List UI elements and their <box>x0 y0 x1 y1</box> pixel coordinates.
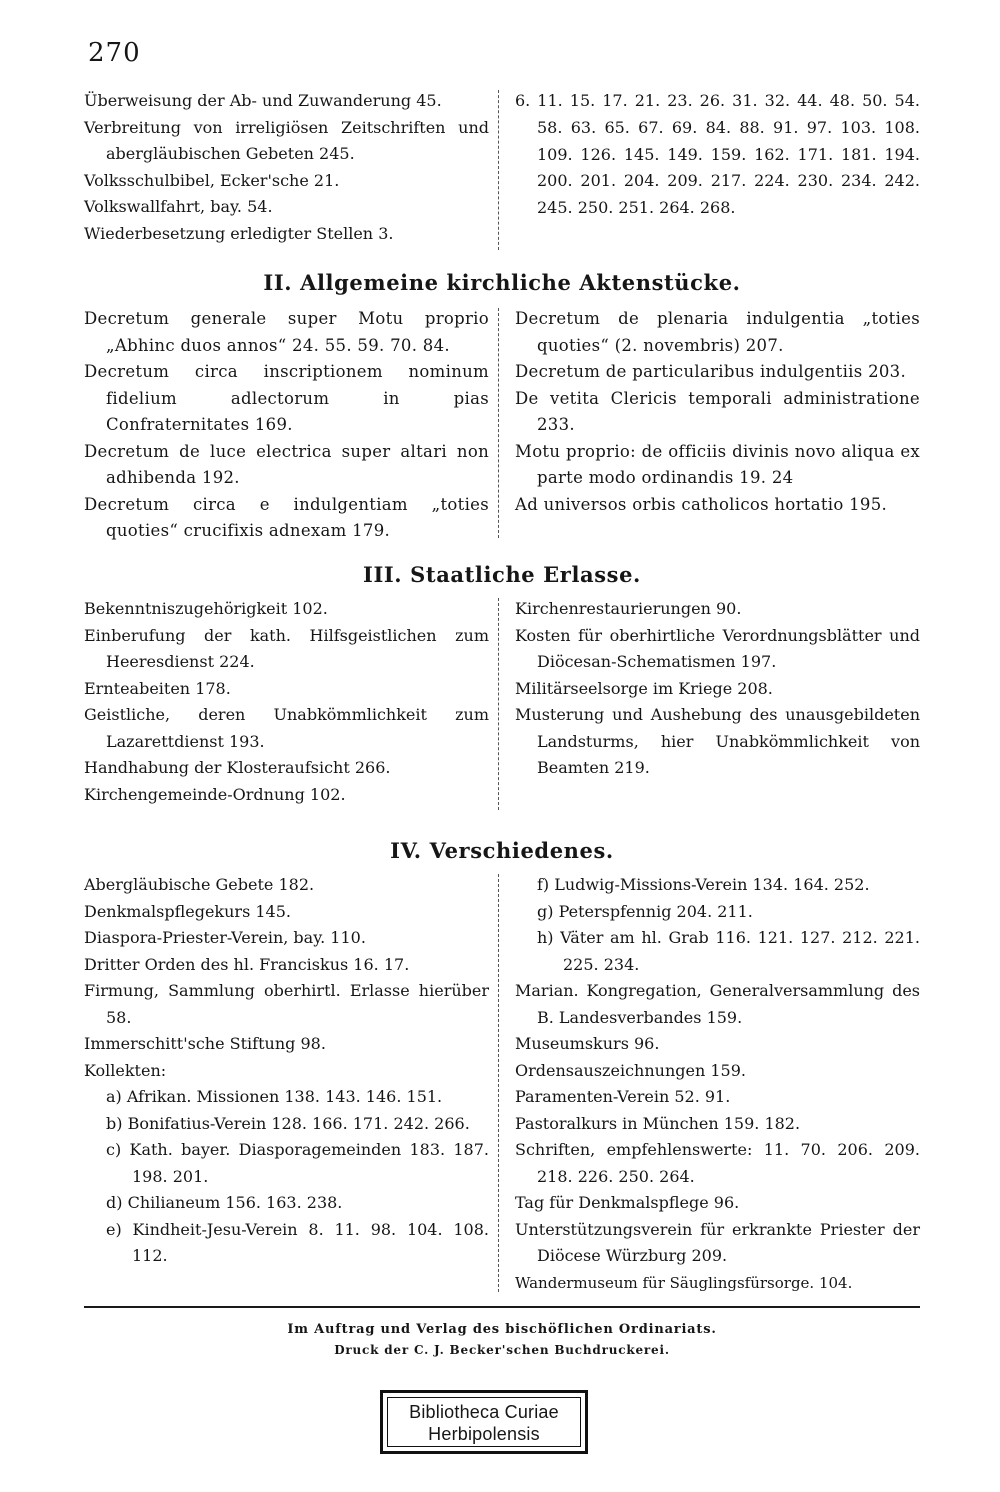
index-entry: Marian. Kongregation, Generalversammlung des B. Landesverbandes 159. <box>515 981 920 1027</box>
index-subentry: e) Kindheit-Jesu-Verein 8. 11. 98. 104. 108. 112. <box>106 1219 489 1265</box>
index-subentry: d) Chilianeum 156. 163. 238. <box>106 1193 343 1212</box>
index-entry: Kirchengemeinde-Ordnung 102. <box>84 784 346 804</box>
index-entry: Ad universos orbis catholicos hortatio 195. <box>515 494 888 514</box>
index-entry: Bekenntniszugehörigkeit 102. <box>84 599 328 618</box>
continuation-right-column <box>515 88 920 222</box>
index-entry: Verbreitung von irreligiösen Zeitschriften und abergläubischen Gebeten 245. <box>84 117 489 163</box>
index-entry: 6. 11. 15. 17. 21. 23. 26. 31. 32. 44. 48. 50. 54. 58. 63. 65. 67. 69. 84. 88. 91. 97. 103. 108. 109. 126. 145. 149. 159. 162. 171. 181. 194. 200. 201. 204. 209. 217. 224. 230. 234. 242. 245. 250. 251. 264. 268. <box>515 91 920 218</box>
index-subentry: b) Bonifatius-Verein 128. 166. 171. 242. 266. <box>106 1113 470 1133</box>
index-entry: Firmung, Sammlung oberhirtl. Erlasse hierüber 58. <box>84 981 489 1027</box>
section-ii-right-column <box>515 306 920 518</box>
continuation-left-column <box>84 88 489 247</box>
index-entry: Kirchenrestaurierungen 90. <box>515 599 742 618</box>
section-heading: IV. Verschiedenes. <box>390 838 614 863</box>
section-iv-left-column <box>84 872 489 1270</box>
column-divider <box>498 308 499 538</box>
column-divider <box>498 90 499 250</box>
section-continuation <box>84 88 920 252</box>
index-entry: Abergläubische Gebete 182. <box>84 875 315 894</box>
index-subentry: c) Kath. bayer. Diasporagemeinden 183. 187. 198. 201. <box>106 1140 489 1186</box>
index-subentry: g) Peterspfennig 204. 211. <box>537 901 753 921</box>
column-divider <box>498 874 499 1292</box>
index-entry: Decretum generale super Motu proprio „Abhinc duos annos“ 24. 55. 59. 70. 84. <box>84 309 489 355</box>
section-iv-right-column <box>515 872 920 1296</box>
index-entry: Pastoralkurs in München 159. 182. <box>515 1113 801 1133</box>
index-entry: Wandermuseum für Säuglingsfürsorge. 104. <box>515 1273 853 1292</box>
index-entry: Wiederbesetzung erledigter Stellen 3. <box>84 223 394 243</box>
index-subentry: f) Ludwig-Missions-Verein 134. 164. 252. <box>537 875 870 894</box>
index-entry: Decretum circa e indulgentiam „toties quoties“ crucifixis adnexam 179. <box>84 494 489 540</box>
index-entry: Paramenten-Verein 52. 91. <box>515 1087 731 1106</box>
index-entry: Ernteabeiten 178. <box>84 678 231 698</box>
index-entry: Volkswallfahrt, bay. 54. <box>84 197 273 216</box>
index-entry: Geistliche, deren Unabkömmlichkeit zum Lazarettdienst 193. <box>84 705 489 751</box>
section-iii-left-column <box>84 596 489 808</box>
index-entry: Decretum de particularibus indulgentiis 203. <box>515 362 907 381</box>
footer-rule <box>84 1306 920 1308</box>
index-entry: Militärseelsorge im Kriege 208. <box>515 678 773 698</box>
index-entry: Tag für Denkmalspflege 96. <box>515 1193 740 1212</box>
index-entry: Diaspora-Priester-Verein, bay. 110. <box>84 928 366 947</box>
page-number: 270 <box>88 38 141 68</box>
index-entry: Handhabung der Klosteraufsicht 266. <box>84 758 391 777</box>
index-subentry: h) Väter am hl. Grab 116. 121. 127. 212. 221. 225. 234. <box>537 928 920 974</box>
column-divider <box>498 598 499 810</box>
index-entry: Motu proprio: de officiis divinis novo aliqua ex parte modo ordinandis 19. 24 <box>515 441 920 487</box>
index-entry: Schriften, empfehlenswerte: 11. 70. 206. 209. 218. 226. 250. 264. <box>515 1140 920 1186</box>
index-entry: Immerschitt'sche Stiftung 98. <box>84 1034 326 1053</box>
section-ii <box>84 266 920 540</box>
index-entry: Kosten für oberhirtliche Verordnungsblätter und Diöcesan-Schematismen 197. <box>515 625 920 671</box>
index-subentry: a) Afrikan. Missionen 138. 143. 146. 151. <box>106 1087 443 1106</box>
index-entry: Volksschulbibel, Ecker'sche 21. <box>84 170 340 190</box>
index-entry: Decretum de plenaria indulgentia „toties quoties“ (2. novembris) 207. <box>515 309 920 355</box>
stamp-line: Bibliotheca Curiae <box>409 1402 559 1422</box>
section-iii-right-column <box>515 596 920 782</box>
index-entry: Denkmalspflegekurs 145. <box>84 901 291 921</box>
printer-line: Druck der C. J. Becker'schen Buchdruckerei. <box>334 1343 670 1357</box>
index-entry: Überweisung der Ab- und Zuwanderung 45. <box>84 91 442 110</box>
imprint-line: Im Auftrag und Verlag des bischöflichen Ordinariats. <box>287 1322 717 1337</box>
section-heading: II. Allgemeine kirchliche Aktenstücke. <box>263 270 741 295</box>
stamp-line: Herbipolensis <box>428 1424 540 1444</box>
index-entry: De vetita Clericis temporali administratione 233. <box>515 388 920 434</box>
section-ii-left-column <box>84 306 489 545</box>
index-entry: Dritter Orden des hl. Franciskus 16. 17. <box>84 954 410 974</box>
section-heading: III. Staatliche Erlasse. <box>363 562 641 587</box>
index-entry: Kollekten: <box>84 1060 167 1080</box>
section-iv <box>84 834 920 1292</box>
index-entry: Musterung und Aushebung des unausgebildeten Landsturms, hier Unabkömmlichkeit von Beamten 219. <box>515 705 920 777</box>
section-iii <box>84 560 920 804</box>
index-entry: Einberufung der kath. Hilfsgeistlichen zum Heeresdienst 224. <box>84 625 489 671</box>
index-entry: Unterstützungsverein für erkrankte Priester der Diöcese Würzburg 209. <box>515 1219 920 1265</box>
index-entry: Ordensauszeichnungen 159. <box>515 1060 746 1080</box>
index-entry: Decretum de luce electrica super altari non adhibenda 192. <box>84 441 489 487</box>
library-stamp <box>380 1390 588 1454</box>
index-entry: Decretum circa inscriptionem nominum fidelium adlectorum in pias Confraternitates 169. <box>84 362 489 434</box>
index-entry: Museumskurs 96. <box>515 1034 660 1053</box>
